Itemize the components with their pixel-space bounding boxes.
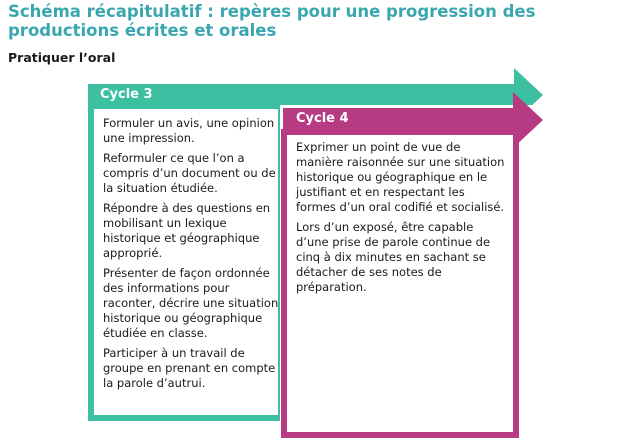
cycle3-label: Cycle 3: [100, 87, 153, 102]
cycle4-label: Cycle 4: [296, 111, 349, 126]
page-title: Schéma récapitulatif : repères pour une progression des productions écrites et orales: [8, 2, 536, 40]
cycle3-item: Formuler un avis, une opinion une impression.: [103, 116, 275, 145]
cycle3-content: [103, 116, 279, 396]
cycle3-item: Présenter de façon ordonnée des informations pour raconter, décrire une situation historique ou géographique étudiée en classe.: [103, 266, 279, 340]
cycle3-item: Reformuler ce que l’on a compris d’un document ou de la situation étudiée.: [103, 151, 276, 195]
section-subtitle: Pratiquer l’oral: [8, 50, 116, 65]
cycle3-item: Participer à un travail de groupe en prenant en compte la parole d’autrui.: [103, 346, 276, 390]
cycle4-item: Exprimer un point de vue de manière raisonnée sur une situation historique ou géographique en le justifiant et en respectant les formes d’un oral codifié et socialisé.: [296, 140, 505, 214]
cycle4-content: [296, 140, 508, 300]
cycle4-item: Lors d’un exposé, être capable d’une prise de parole continue de cinq à dix minutes en sachant se détacher de ses notes de préparation.: [296, 220, 491, 294]
cycle3-item: Répondre à des questions en mobilisant un lexique historique et géographique approprié.: [103, 201, 271, 260]
